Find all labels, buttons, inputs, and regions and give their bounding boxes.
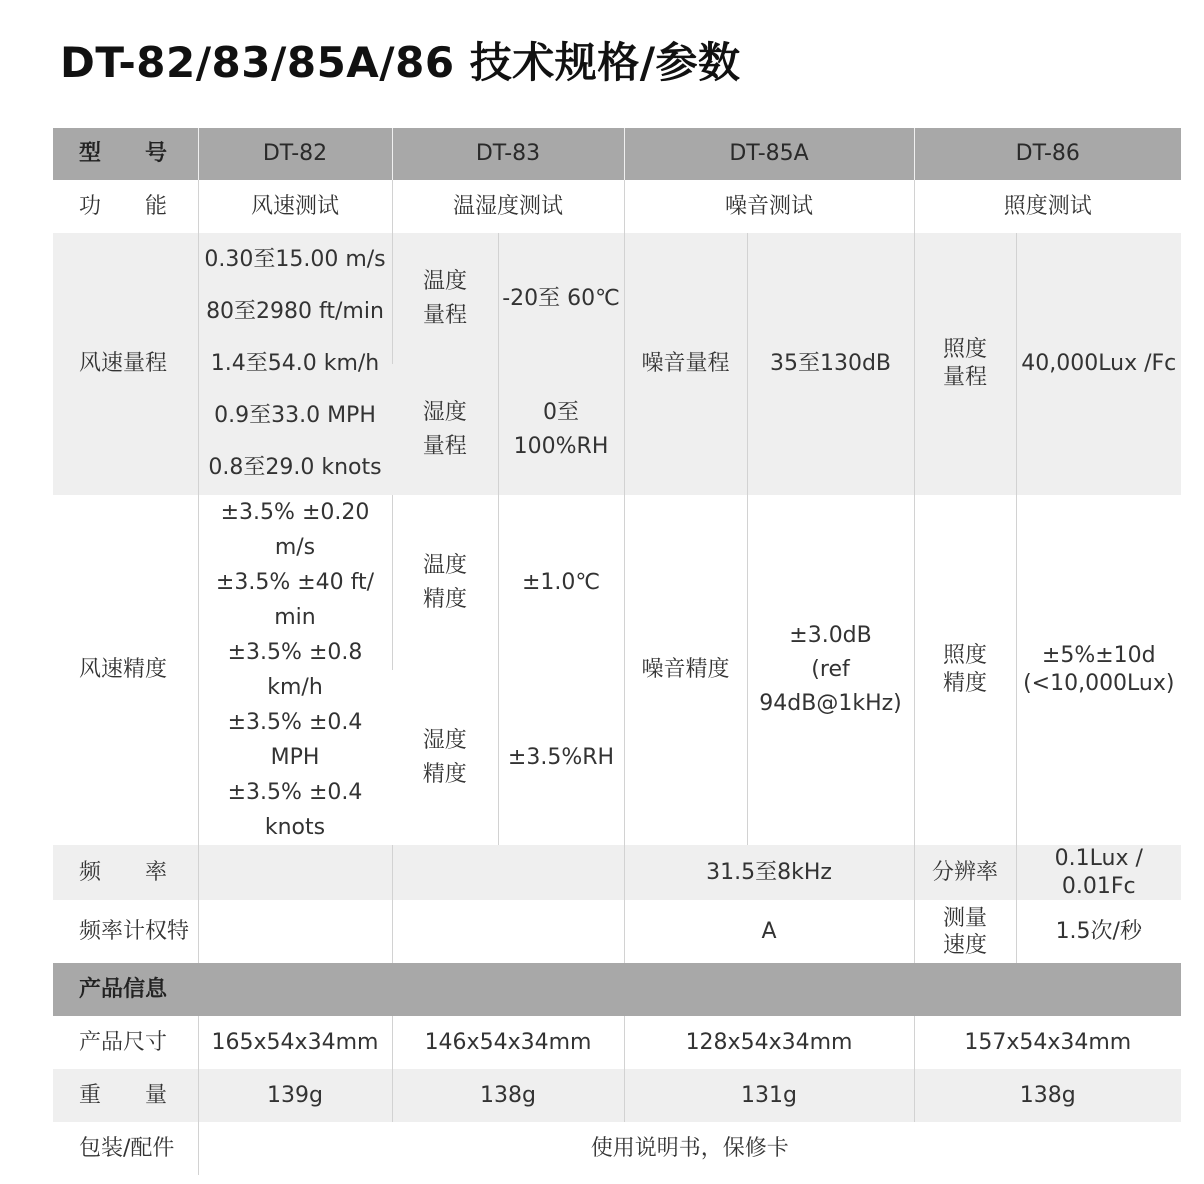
weight-dt83: 138g xyxy=(392,1069,624,1122)
acc-dt82-line6: km/h xyxy=(267,675,323,700)
speed-label-line2: 速度 xyxy=(943,932,988,958)
acc-dt82-line4: min xyxy=(274,605,316,630)
package-label: 包装/配件 xyxy=(53,1122,198,1175)
range-row xyxy=(53,233,1181,364)
accuracy-dt85a-value xyxy=(747,495,914,845)
hum-acc-label-line2: 精度 xyxy=(422,761,467,787)
hum-range-label-line2: 量程 xyxy=(422,433,467,459)
range-dt85a-label: 噪音量程 xyxy=(624,233,747,495)
range-dt82-kmh: 1.4至54.0 km/h xyxy=(210,351,380,376)
model-dt85a: DT-85A xyxy=(624,128,914,180)
size-label: 产品尺寸 xyxy=(53,1016,198,1069)
acc-dt82-line1: ±3.5% ±0.20 xyxy=(220,500,370,525)
temp-range-label-line1: 温度 xyxy=(422,268,467,294)
acc-dt82-line10: knots xyxy=(264,815,326,840)
size-dt86: 157x54x34mm xyxy=(914,1016,1181,1069)
frequency-label: 频 率 xyxy=(53,845,198,900)
weighting-dt85a: A xyxy=(624,900,914,963)
range-dt82-knots: 0.8至29.0 knots xyxy=(208,455,382,480)
accuracy-dt86-label xyxy=(914,495,1016,845)
lux-acc-label-line1: 照度 xyxy=(943,643,988,668)
weighting-dt86-value: 1.5次/秒 xyxy=(1016,900,1181,963)
range-dt86-value: 40,000Lux /Fc xyxy=(1016,233,1181,495)
weight-dt82: 139g xyxy=(198,1069,392,1122)
frequency-dt83 xyxy=(392,845,624,900)
noise-acc-line2: (ref xyxy=(811,657,850,682)
weighting-row xyxy=(53,900,1181,963)
range-dt82-ms: 0.30至15.00 m/s xyxy=(204,247,386,272)
package-value: 使用说明书，保修卡 xyxy=(198,1122,1181,1175)
frequency-dt85a: 31.5至8kHz xyxy=(624,845,914,900)
model-label: 型 号 xyxy=(53,128,198,180)
header-row xyxy=(53,128,1181,180)
weight-label: 重 量 xyxy=(53,1069,198,1122)
product-info-row xyxy=(53,963,1181,1016)
weight-dt85a: 131g xyxy=(624,1069,914,1122)
weight-row xyxy=(53,1069,1181,1122)
lux-range-label-line2: 量程 xyxy=(943,365,988,390)
accuracy-label: 风速精度 xyxy=(53,495,198,845)
hum-acc-label-line1: 湿度 xyxy=(422,727,467,753)
temp-acc-label-line1: 温度 xyxy=(422,552,467,578)
accuracy-dt83-hum-value: ±3.5%RH xyxy=(498,670,624,845)
spec-table xyxy=(53,128,1181,1175)
noise-acc-line3: 94dB@1kHz) xyxy=(759,691,902,716)
accuracy-dt83-temp-value: ±1.0℃ xyxy=(498,495,624,670)
frequency-dt82 xyxy=(198,845,392,900)
model-dt83: DT-83 xyxy=(392,128,624,180)
range-dt82 xyxy=(198,233,392,495)
range-dt82-ftmin: 80至2980 ft/min xyxy=(206,299,384,324)
model-dt82: DT-82 xyxy=(198,128,392,180)
range-dt83-hum-value xyxy=(498,364,624,495)
range-dt85a-value: 35至130dB xyxy=(747,233,914,495)
acc-dt82-line7: ±3.5% ±0.4 xyxy=(227,710,363,735)
accuracy-dt86-value xyxy=(1016,495,1181,845)
range-dt82-mph: 0.9至33.0 MPH xyxy=(214,403,376,428)
acc-dt82-line9: ±3.5% ±0.4 xyxy=(227,780,363,805)
temp-acc-label-line2: 精度 xyxy=(422,586,467,612)
weighting-dt86-label xyxy=(914,900,1016,963)
range-dt86-label xyxy=(914,233,1016,495)
size-dt82: 165x54x34mm xyxy=(198,1016,392,1069)
range-dt83-temp-label xyxy=(392,233,498,364)
acc-dt82-line3: ±3.5% ±40 ft/ xyxy=(215,570,375,595)
accuracy-dt82 xyxy=(198,495,392,845)
function-dt86: 照度测试 xyxy=(914,180,1181,233)
acc-dt82-line8: MPH xyxy=(270,745,320,770)
lux-acc-line2: (<10,000Lux) xyxy=(1023,671,1175,696)
accuracy-row xyxy=(53,495,1181,670)
hum-range-value-line1: 0至 xyxy=(543,399,579,425)
hum-range-value-line2: 100%RH xyxy=(513,433,609,459)
weighting-label: 频率计权特 xyxy=(53,900,198,963)
speed-label-line1: 测量 xyxy=(943,905,988,931)
function-label: 功 能 xyxy=(53,180,198,233)
frequency-dt86-value: 0.1Lux / 0.01Fc xyxy=(1016,845,1181,900)
function-dt85a: 噪音测试 xyxy=(624,180,914,233)
hum-range-label-line1: 湿度 xyxy=(422,399,467,425)
frequency-dt86-label: 分辨率 xyxy=(914,845,1016,900)
range-dt83-hum-label xyxy=(392,364,498,495)
weighting-dt82 xyxy=(198,900,392,963)
noise-acc-line1: ±3.0dB xyxy=(789,623,872,648)
function-dt83: 温湿度测试 xyxy=(392,180,624,233)
temp-range-label-line2: 量程 xyxy=(422,302,467,328)
function-row xyxy=(53,180,1181,233)
weighting-dt83 xyxy=(392,900,624,963)
range-dt83-temp-value: -20至 60℃ xyxy=(498,233,624,364)
weight-dt86: 138g xyxy=(914,1069,1181,1122)
size-dt85a: 128x54x34mm xyxy=(624,1016,914,1069)
lux-acc-line1: ±5%±10d xyxy=(1041,643,1156,668)
package-row xyxy=(53,1122,1181,1175)
function-dt82: 风速测试 xyxy=(198,180,392,233)
accuracy-dt85a-label: 噪音精度 xyxy=(624,495,747,845)
product-info-label: 产品信息 xyxy=(53,963,1181,1016)
model-dt86: DT-86 xyxy=(914,128,1181,180)
acc-dt82-line2: m/s xyxy=(274,535,316,560)
acc-dt82-line5: ±3.5% ±0.8 xyxy=(227,640,363,665)
frequency-row xyxy=(53,845,1181,900)
lux-acc-label-line2: 精度 xyxy=(943,671,988,696)
lux-range-label-line1: 照度 xyxy=(943,337,988,362)
size-dt83: 146x54x34mm xyxy=(392,1016,624,1069)
size-row xyxy=(53,1016,1181,1069)
accuracy-dt83-hum-label xyxy=(392,670,498,845)
page-title: DT-82/83/85A/86 技术规格/参数 xyxy=(60,38,741,87)
range-label: 风速量程 xyxy=(53,233,198,495)
accuracy-dt83-temp-label xyxy=(392,495,498,670)
